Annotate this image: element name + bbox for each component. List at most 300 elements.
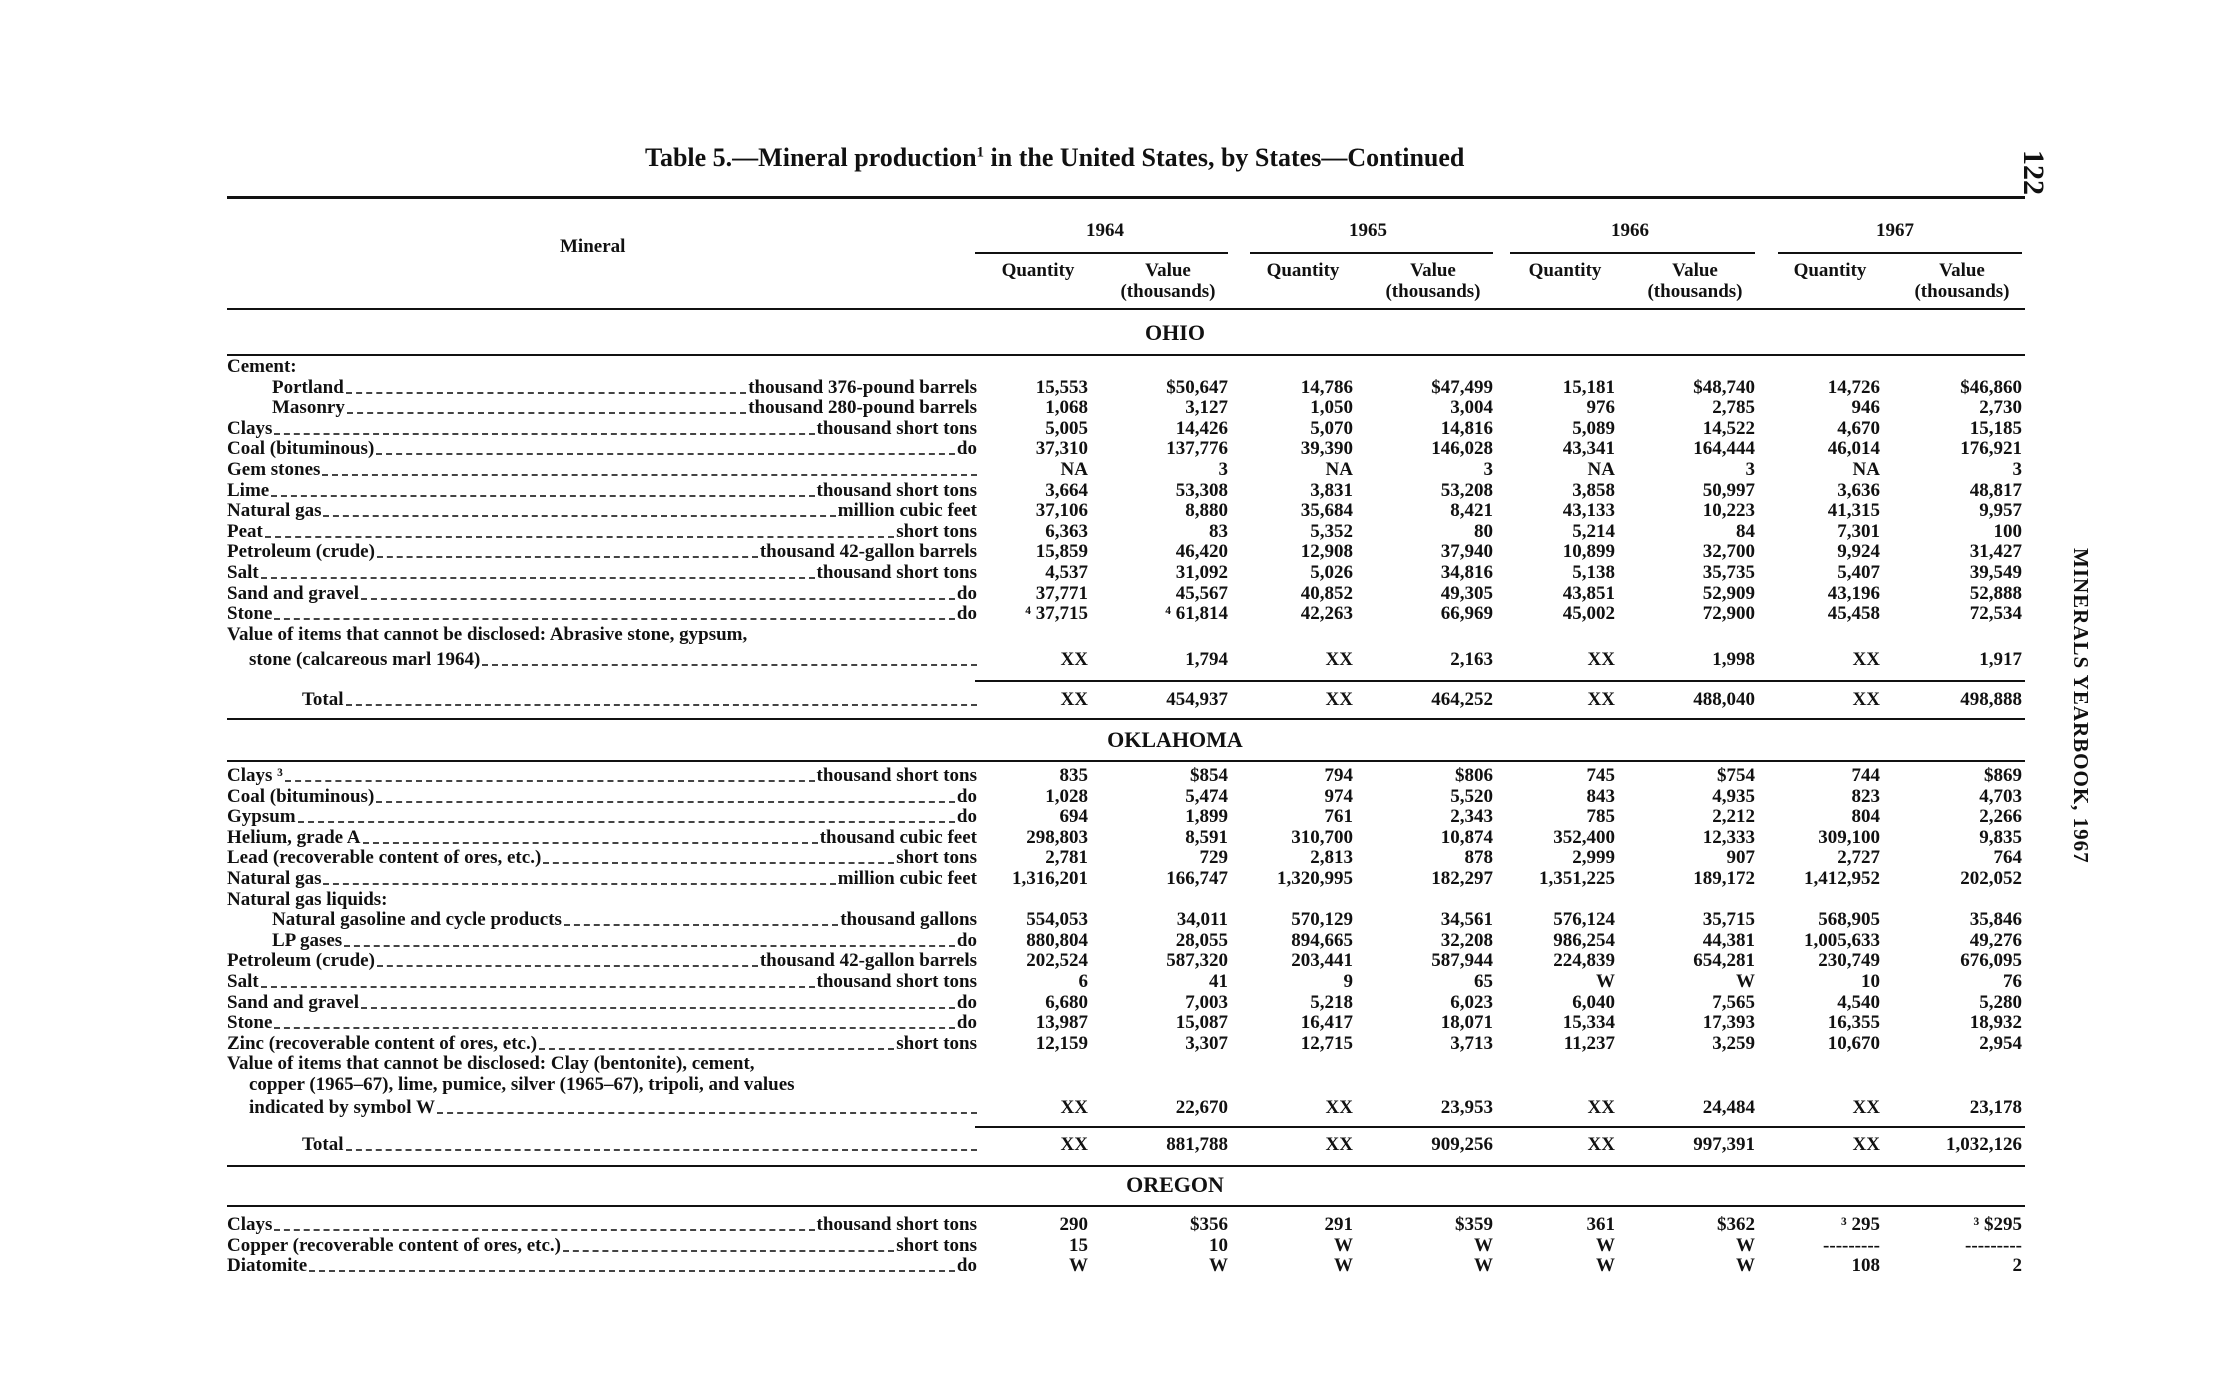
value-cell: 2,785 (1712, 397, 1755, 419)
quantity-header: Quantity (1001, 260, 1075, 281)
rule-line (227, 1205, 2025, 1207)
value-cell: 14,816 (1440, 417, 1493, 439)
table-row (227, 1034, 2027, 1054)
row-label (227, 1054, 977, 1074)
value-cell: 18,071 (1440, 1012, 1493, 1034)
section-heading: OHIO (1145, 320, 1205, 345)
total-quantity-cell: XX (1852, 1134, 1880, 1155)
value-header: Value (1939, 260, 1985, 281)
value-cell: 189,172 (1693, 868, 1755, 889)
value-cell: 34,561 (1440, 909, 1493, 931)
quantity-cell: 352,400 (1553, 826, 1615, 848)
row-label (227, 604, 977, 624)
value-cell: 80 (1474, 520, 1493, 542)
value-cell: 37,940 (1440, 541, 1493, 563)
value-cell: 31,427 (1969, 541, 2022, 563)
quantity-cell: 3,664 (1045, 479, 1088, 501)
quantity-header: Quantity (1528, 260, 1602, 281)
table-row (227, 1054, 2027, 1074)
table-row (227, 951, 2027, 971)
value-cell: 32,208 (1440, 929, 1493, 951)
value-cell: 4,935 (1712, 785, 1755, 807)
table-row (227, 910, 2027, 930)
value-cell: 202,052 (1960, 868, 2022, 889)
mineral-name: Peat (227, 521, 263, 542)
row-label (227, 993, 977, 1013)
value-cell: 7,003 (1185, 991, 1228, 1013)
quantity-cell: W (1334, 1234, 1353, 1256)
value-units-header: (thousands) (1120, 281, 1216, 302)
table-row (227, 501, 2027, 521)
mineral-name: Stone (227, 1013, 273, 1034)
value-cell: --------- (1965, 1234, 2022, 1256)
value-cell: $854 (1190, 765, 1228, 786)
value-cell: 3,004 (1450, 397, 1493, 419)
quantity-cell: 880,804 (1026, 929, 1088, 951)
total-text: Total (302, 690, 344, 710)
mineral-column-header: Mineral (560, 236, 626, 257)
quantity-cell: 1,320,995 (1277, 868, 1353, 889)
quantity-cell: 1,068 (1045, 397, 1088, 419)
mineral-name: Masonry (272, 398, 345, 419)
total-label (302, 1135, 977, 1155)
quantity-cell: 9 (1343, 971, 1353, 992)
quantity-cell: 946 (1851, 397, 1880, 419)
quantity-cell: 5,070 (1310, 417, 1353, 439)
value-cell: 9,835 (1979, 826, 2022, 848)
table-row (227, 439, 2027, 459)
quantity-cell: 3,858 (1572, 479, 1615, 501)
value-cell: W (1736, 1234, 1755, 1256)
value-cell: 45,567 (1175, 582, 1228, 604)
value-header: Value (1145, 260, 1191, 281)
unit-label: do (956, 1256, 977, 1277)
value-cell: 48,817 (1969, 479, 2022, 501)
value-cell: 5,280 (1979, 991, 2022, 1013)
value-cell: 2,163 (1450, 649, 1493, 670)
value-cell: 1,998 (1712, 649, 1755, 670)
value-cell: 587,944 (1431, 950, 1493, 972)
table-row (227, 1236, 2027, 1256)
value-cell: W (1736, 1255, 1755, 1277)
total-quantity-cell: XX (1852, 689, 1880, 710)
quantity-cell: 46,014 (1827, 438, 1880, 460)
quantity-cell: 835 (1059, 765, 1088, 786)
mineral-name: Salt (227, 563, 259, 583)
table-row (227, 563, 2027, 583)
quantity-cell: 202,524 (1026, 950, 1088, 972)
value-cell: 2,343 (1450, 806, 1493, 828)
mineral-name: stone (calcareous marl 1964) (249, 650, 481, 670)
row-label (227, 419, 977, 439)
quantity-cell: 12,159 (1035, 1032, 1088, 1054)
value-cell: 76 (2003, 971, 2022, 992)
quantity-cell: 1,005,633 (1804, 929, 1880, 951)
quantity-cell: 974 (1324, 785, 1353, 807)
quantity-cell: 744 (1851, 765, 1880, 786)
quantity-cell: --------- (1823, 1234, 1880, 1256)
value-cell: 10 (1209, 1234, 1228, 1256)
value-cell: 35,846 (1969, 909, 2022, 931)
quantity-cell: 37,771 (1035, 582, 1088, 604)
total-value-cell: 909,256 (1431, 1134, 1493, 1155)
value-cell: 5,520 (1450, 785, 1493, 807)
quantity-cell: 35,684 (1300, 500, 1353, 522)
value-cell: 3 (1483, 459, 1493, 480)
quantity-cell: XX (1587, 1097, 1615, 1118)
row-label (227, 460, 977, 480)
value-cell: 52,909 (1702, 582, 1755, 604)
total-row (227, 1135, 2027, 1155)
mineral-name: Diatomite (227, 1256, 308, 1277)
row-label (249, 1098, 977, 1118)
value-cell: 1,899 (1185, 806, 1228, 828)
unit-label: do (956, 992, 977, 1013)
value-cell: 5,474 (1185, 785, 1228, 807)
value-cell: 41 (1209, 971, 1228, 992)
value-cell: 729 (1199, 847, 1228, 869)
quantity-cell: 5,089 (1572, 417, 1615, 439)
value-cell: 146,028 (1431, 438, 1493, 460)
quantity-cell: 16,355 (1827, 1012, 1880, 1034)
unit-label: do (956, 930, 977, 951)
table-row (227, 931, 2027, 951)
row-label (227, 1236, 977, 1256)
value-cell: ³ $295 (1973, 1214, 2022, 1235)
value-cell: 46,420 (1175, 541, 1228, 563)
value-cell: 53,308 (1175, 479, 1228, 501)
rule-line (975, 680, 2025, 682)
quantity-cell: W (1334, 1255, 1353, 1277)
value-cell: W (1209, 1255, 1228, 1277)
value-cell: 17,393 (1702, 1012, 1755, 1034)
quantity-cell: 40,852 (1300, 582, 1353, 604)
quantity-cell: 108 (1851, 1255, 1880, 1277)
value-cell: 28,055 (1175, 929, 1228, 951)
page-number: 122 (2017, 150, 2050, 195)
quantity-cell: 2,781 (1045, 847, 1088, 869)
mineral-name: Natural gasoline and cycle products (272, 910, 562, 931)
row-label (227, 584, 977, 604)
rule-line (1510, 252, 1755, 254)
mineral-name: Sand and gravel (227, 992, 359, 1013)
quantity-cell: 1,028 (1045, 785, 1088, 807)
value-cell: $47,499 (1431, 376, 1493, 398)
quantity-cell: 224,839 (1553, 950, 1615, 972)
row-label (227, 951, 977, 971)
unit-label: do (956, 807, 977, 828)
quantity-cell: 3,636 (1837, 479, 1880, 501)
rule-line (227, 308, 2025, 310)
value-cell: $356 (1190, 1214, 1228, 1235)
unit-label: thousand short tons (816, 972, 977, 992)
quantity-cell: XX (1587, 649, 1615, 670)
table-row (227, 419, 2027, 439)
year-header: 1965 (1349, 220, 1387, 241)
mineral-name: Natural gas (227, 501, 322, 522)
value-cell: 8,591 (1185, 826, 1228, 848)
rule-line (227, 354, 2025, 356)
row-label (227, 869, 977, 889)
mineral-name: Coal (bituminous) (227, 786, 375, 807)
value-cell: 84 (1736, 520, 1755, 542)
value-cell: $48,740 (1693, 376, 1755, 398)
value-cell: $46,860 (1960, 376, 2022, 398)
quantity-cell: 37,106 (1035, 500, 1088, 522)
value-cell: 137,776 (1166, 438, 1228, 460)
value-cell: 3,307 (1185, 1032, 1228, 1054)
total-quantity-cell: XX (1060, 1134, 1088, 1155)
quantity-cell: NA (1852, 459, 1880, 480)
quantity-cell: 2,999 (1572, 847, 1615, 869)
row-label (249, 650, 977, 670)
quantity-cell: 6,680 (1045, 991, 1088, 1013)
value-cell: 8,880 (1185, 500, 1228, 522)
unit-label: million cubic feet (837, 869, 977, 889)
row-label (227, 848, 977, 868)
table-row (227, 460, 2027, 480)
quantity-cell: 2,813 (1310, 847, 1353, 869)
quantity-cell: 761 (1324, 806, 1353, 828)
row-label (272, 931, 977, 951)
value-cell: 39,549 (1969, 562, 2022, 583)
value-cell: 10,223 (1702, 500, 1755, 522)
value-cell: 3 (1218, 459, 1228, 480)
table-row (227, 604, 2027, 624)
unit-label: thousand short tons (816, 766, 977, 786)
mineral-name: Petroleum (crude) (227, 951, 375, 972)
quantity-cell: 5,026 (1310, 562, 1353, 583)
quantity-cell: 6,363 (1045, 520, 1088, 542)
quantity-cell: 230,749 (1818, 950, 1880, 972)
unit-label: thousand 42-gallon barrels (759, 951, 977, 972)
total-quantity-cell: XX (1325, 1134, 1353, 1155)
total-quantity-cell: XX (1587, 689, 1615, 710)
mineral-name: Portland (272, 377, 344, 398)
value-units-header: (thousands) (1647, 281, 1743, 302)
table-row (227, 357, 2027, 377)
mineral-name: Value of items that cannot be disclosed: Clay (bentonite), cement, (227, 1054, 755, 1075)
quantity-cell: 1,351,225 (1539, 868, 1615, 889)
value-cell: $754 (1717, 765, 1755, 786)
mineral-name: LP gases (272, 930, 343, 951)
rule-line (227, 196, 2025, 199)
unit-label: thousand short tons (816, 1215, 977, 1235)
quantity-cell: 570,129 (1291, 909, 1353, 931)
quantity-cell: NA (1587, 459, 1615, 480)
row-label (227, 972, 977, 992)
quantity-cell: 568,905 (1818, 909, 1880, 931)
quantity-cell: 37,310 (1035, 438, 1088, 460)
quantity-cell: 4,540 (1837, 991, 1880, 1013)
quantity-cell: 15,181 (1562, 376, 1615, 398)
value-cell: 4,703 (1979, 785, 2022, 807)
value-cell: 2 (2012, 1255, 2022, 1277)
value-cell: 35,735 (1702, 562, 1755, 583)
row-label (227, 807, 977, 827)
table-row (227, 584, 2027, 604)
value-cell: 35,715 (1702, 909, 1755, 931)
quantity-cell: 785 (1586, 806, 1615, 828)
value-cell: 182,297 (1431, 868, 1493, 889)
total-quantity-cell: XX (1587, 1134, 1615, 1155)
table-row (227, 766, 2027, 786)
table-row (227, 378, 2027, 398)
quantity-cell: ⁴ 37,715 (1025, 603, 1088, 625)
quantity-cell: XX (1852, 1097, 1880, 1118)
row-label (272, 398, 977, 418)
total-row (227, 690, 2027, 710)
quantity-cell: 5,005 (1045, 417, 1088, 439)
quantity-cell: 43,133 (1562, 500, 1615, 522)
quantity-cell: 291 (1324, 1214, 1353, 1235)
quantity-cell: 5,352 (1310, 520, 1353, 542)
quantity-cell: 2,727 (1837, 847, 1880, 869)
table-row (227, 1013, 2027, 1033)
quantity-cell: 1,316,201 (1012, 868, 1088, 889)
value-header: Value (1410, 260, 1456, 281)
quantity-cell: 4,670 (1837, 417, 1880, 439)
quantity-cell: 45,002 (1562, 603, 1615, 625)
quantity-cell: 843 (1586, 785, 1615, 807)
quantity-cell: 12,908 (1300, 541, 1353, 563)
value-cell: 3 (2012, 459, 2022, 480)
quantity-cell: 16,417 (1300, 1012, 1353, 1034)
value-cell: 1,794 (1185, 649, 1228, 670)
quantity-cell: 39,390 (1300, 438, 1353, 460)
year-header: 1967 (1876, 220, 1914, 241)
quantity-cell: 6 (1078, 971, 1088, 992)
section-heading: OREGON (1126, 1172, 1224, 1197)
quantity-cell: 5,218 (1310, 991, 1353, 1013)
value-cell: 3,713 (1450, 1032, 1493, 1054)
total-quantity-cell: XX (1060, 689, 1088, 710)
table-row (227, 807, 2027, 827)
value-cell: 907 (1726, 847, 1755, 869)
table-row (227, 650, 2027, 670)
table-row (227, 1075, 2027, 1095)
table-row (227, 625, 2027, 645)
table-title: Table 5.—Mineral production$^1$ in the United States, by States—Continued (645, 143, 1465, 172)
rule-line (227, 760, 2025, 762)
quantity-cell: 1,050 (1310, 397, 1353, 419)
table-row (227, 398, 2027, 418)
table-row (227, 993, 2027, 1013)
total-value-cell: 464,252 (1431, 689, 1493, 710)
quantity-cell: 6,040 (1572, 991, 1615, 1013)
rule-line (227, 718, 2025, 720)
total-value-cell: 1,032,126 (1946, 1134, 2022, 1155)
quantity-cell: 14,786 (1300, 376, 1353, 398)
table-row (227, 542, 2027, 562)
value-cell: 3,259 (1712, 1032, 1755, 1054)
quantity-cell: 745 (1586, 765, 1615, 786)
unit-label: thousand short tons (816, 480, 977, 501)
row-label (227, 766, 977, 786)
value-cell: 8,421 (1450, 500, 1493, 522)
value-cell: 164,444 (1693, 438, 1755, 460)
value-cell: 10,874 (1440, 826, 1493, 848)
quantity-cell: W (1596, 1255, 1615, 1277)
quantity-cell: 7,301 (1837, 520, 1880, 542)
mineral-name: Lead (recoverable content of ores, etc.) (227, 848, 542, 869)
row-label (227, 439, 977, 459)
mineral-name: Natural gas liquids: (227, 889, 388, 910)
value-cell: 764 (1993, 847, 2022, 869)
value-cell: 12,333 (1702, 826, 1755, 848)
value-cell: 15,185 (1969, 417, 2022, 439)
quantity-cell: 3,831 (1310, 479, 1353, 501)
unit-label: do (956, 1013, 977, 1034)
row-label (227, 481, 977, 501)
quantity-cell: 10,899 (1562, 541, 1615, 563)
quantity-cell: 5,214 (1572, 520, 1615, 542)
quantity-cell: 361 (1586, 1214, 1615, 1235)
mineral-name: Sand and gravel (227, 583, 359, 604)
value-cell: 14,522 (1702, 417, 1755, 439)
value-header: Value (1672, 260, 1718, 281)
unit-label: short tons (896, 1235, 977, 1256)
unit-label: thousand 280-pound barrels (748, 398, 977, 419)
table-row (227, 972, 2027, 992)
value-cell: 166,747 (1166, 868, 1228, 889)
rule-line (975, 252, 1228, 254)
row-label (227, 1256, 977, 1276)
quantity-cell: 9,924 (1837, 541, 1880, 563)
unit-label: thousand cubic feet (819, 827, 977, 848)
quantity-cell: NA (1060, 459, 1088, 480)
value-cell: 49,276 (1969, 929, 2022, 951)
value-cell: 9,957 (1979, 500, 2022, 522)
unit-label: short tons (896, 848, 977, 869)
quantity-cell: 10 (1861, 971, 1880, 992)
rule-line (975, 1126, 2025, 1128)
total-value-cell: 454,937 (1166, 689, 1228, 710)
mineral-name: Copper (recoverable content of ores, etc.) (227, 1235, 561, 1256)
table-row (227, 869, 2027, 889)
mineral-name: Coal (bituminous) (227, 439, 375, 460)
quantity-cell: NA (1325, 459, 1353, 480)
total-value-cell: 488,040 (1693, 689, 1755, 710)
running-head: MINERALS YEARBOOK, 1967 (2069, 548, 2093, 864)
value-cell: 23,953 (1440, 1097, 1493, 1118)
mineral-name: Helium, grade A (227, 827, 361, 848)
table-row (227, 1256, 2027, 1276)
value-cell: 24,484 (1702, 1097, 1755, 1118)
value-cell: $362 (1717, 1214, 1755, 1235)
row-label (272, 910, 977, 930)
table-row (227, 890, 2027, 910)
mineral-name: Zinc (recoverable content of ores, etc.) (227, 1033, 538, 1054)
value-cell: 22,670 (1175, 1097, 1228, 1118)
quantity-cell: 5,407 (1837, 562, 1880, 583)
quantity-cell: 10,670 (1827, 1032, 1880, 1054)
row-label (227, 828, 977, 848)
value-cell: 52,888 (1969, 582, 2022, 604)
value-cell: 50,997 (1702, 479, 1755, 501)
unit-label: thousand gallons (840, 910, 977, 931)
value-cell: 587,320 (1166, 950, 1228, 972)
value-cell: 72,534 (1969, 603, 2022, 625)
quantity-cell: XX (1852, 649, 1880, 670)
value-cell: 65 (1474, 971, 1493, 992)
total-label (302, 690, 977, 710)
quantity-cell: 203,441 (1291, 950, 1353, 972)
quantity-cell: XX (1060, 1097, 1088, 1118)
rule-line (1250, 252, 1493, 254)
quantity-cell: 43,341 (1562, 438, 1615, 460)
quantity-cell: 823 (1851, 785, 1880, 807)
